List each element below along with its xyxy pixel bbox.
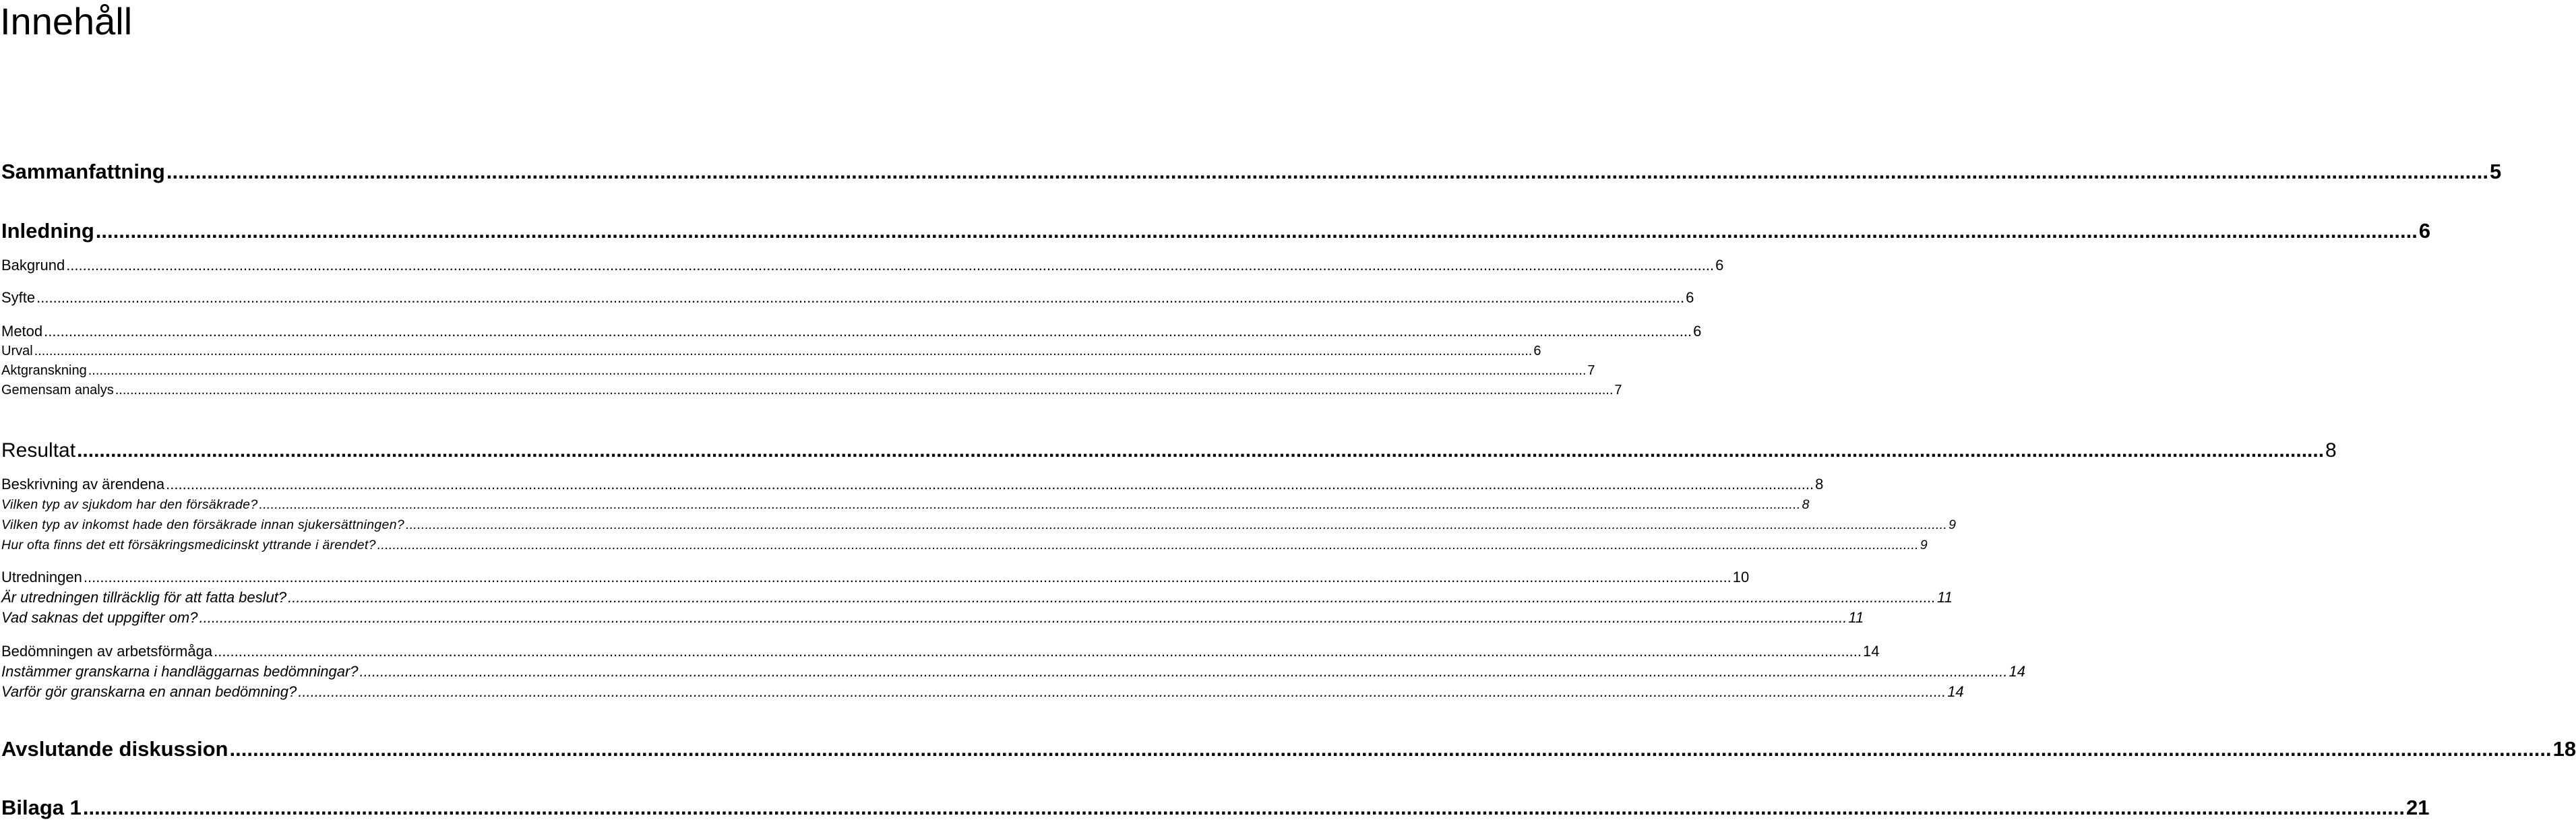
toc-leader: ................................................................................................................................................................................................................................................................................................................................................................................................................	[66, 257, 1715, 274]
toc-page-number: 10	[1732, 569, 1750, 585]
toc-page-number: 9	[1920, 538, 1928, 552]
toc-leader: ................................................................................................................................................................................................................................................................................................................................................................................................................	[288, 589, 1936, 606]
toc-entry-avslutande-diskussion[interactable]	[1, 736, 2576, 762]
toc-entry-hur-ofta-yttrande[interactable]	[1, 536, 1928, 554]
toc-label: Bilaga 1	[1, 796, 82, 819]
toc-entry-sammanfattning[interactable]	[1, 159, 2502, 185]
toc-leader: ................................................................................................................................................................................................................................................................................................................................................................................................................	[44, 323, 1692, 340]
toc-page-number: 8	[1815, 476, 1824, 493]
toc-entry-beskrivning-av-arendena[interactable]	[1, 475, 1824, 494]
toc-page-number: 5	[2489, 160, 2502, 183]
toc-page-number: 8	[1802, 497, 1810, 512]
toc-page-number: 11	[1937, 589, 1953, 606]
toc-page-number: 6	[1686, 289, 1694, 306]
toc-label: Instämmer granskarna i handläggarnas bedömningar?	[1, 663, 359, 680]
toc-page-number: 6	[1715, 257, 1724, 274]
toc-leader: ................................................................................................................................................................................................................................................................................................................................................................................................................	[166, 476, 1814, 493]
toc-label: Bakgrund	[1, 257, 65, 274]
toc-label: Hur ofta finns det ett försäkringsmedicinskt yttrande i ärendet?	[1, 538, 376, 552]
toc-page-number: 6	[1533, 344, 1541, 358]
toc-label: Resultat	[1, 439, 76, 462]
toc-label: Inledning	[1, 219, 94, 243]
page-title: Innehåll	[0, 0, 133, 42]
toc-entry-vilken-typ-av-inkomst[interactable]	[1, 516, 1957, 534]
toc-label: Bedömningen av arbetsförmåga	[1, 643, 213, 660]
toc-entry-varfor-gor-granskarna[interactable]	[1, 683, 1964, 701]
toc-entry-aktgranskning[interactable]	[1, 362, 1595, 379]
toc-leader: ................................................................................................................................................................................................................................................................................................................................................................................................................	[298, 683, 1946, 700]
toc-page-number: 7	[1614, 383, 1622, 398]
toc-page-number: 14	[1863, 643, 1880, 660]
toc-leader: ................................................................................................................................................................................................................................................................................................................................................................................................................	[83, 569, 1731, 585]
toc-label: Urval	[1, 344, 33, 358]
toc-leader: ................................................................................................................................................................................................................................................................................................................................................................................................................	[229, 737, 2552, 761]
toc-entry-utredningen[interactable]	[1, 568, 1750, 587]
toc-entry-instammer-granskarna[interactable]	[1, 662, 2025, 681]
toc-leader: ................................................................................................................................................................................................................................................................................................................................................................................................................	[34, 344, 1533, 358]
toc-leader: ................................................................................................................................................................................................................................................................................................................................................................................................................	[95, 219, 2418, 243]
toc-entry-bilaga-1[interactable]	[1, 795, 2430, 821]
toc-label: Vilken typ av inkomst hade den försäkrade innan sjukersättningen?	[1, 517, 404, 532]
toc-leader: ................................................................................................................................................................................................................................................................................................................................................................................................................	[115, 383, 1614, 398]
toc-leader: ................................................................................................................................................................................................................................................................................................................................................................................................................	[166, 160, 2488, 183]
toc-label: Sammanfattning	[1, 160, 165, 183]
toc-leader: ................................................................................................................................................................................................................................................................................................................................................................................................................	[77, 439, 2325, 462]
toc-page-number: 11	[1848, 609, 1864, 626]
toc-entry-inledning[interactable]	[1, 218, 2431, 244]
toc-page-number: 9	[1949, 517, 1957, 532]
toc-entry-urval[interactable]	[1, 342, 1541, 360]
toc-entry-resultat[interactable]	[1, 438, 2337, 464]
toc-entry-syfte[interactable]	[1, 288, 1694, 307]
toc-label: Aktgranskning	[1, 363, 87, 378]
toc-page-number: 14	[1947, 683, 1964, 700]
toc-label: Gemensam analys	[1, 383, 114, 398]
toc-label: Avslutande diskussion	[1, 737, 228, 761]
toc-page-number: 6	[1693, 323, 1702, 340]
toc-label: Varför gör granskarna en annan bedömning?	[1, 683, 297, 700]
toc-label: Är utredningen tillräcklig för att fatta beslut?	[1, 589, 287, 606]
toc-label: Syfte	[1, 289, 36, 306]
toc-entry-bakgrund[interactable]	[1, 256, 1724, 275]
toc-entry-metod[interactable]	[1, 322, 1702, 341]
toc-page-number: 7	[1587, 363, 1595, 378]
toc-leader: ................................................................................................................................................................................................................................................................................................................................................................................................................	[406, 517, 1948, 532]
toc-page-number: 14	[2008, 663, 2025, 680]
toc-leader: ................................................................................................................................................................................................................................................................................................................................................................................................................	[377, 538, 1919, 552]
toc-leader: ................................................................................................................................................................................................................................................................................................................................................................................................................	[214, 643, 1862, 660]
toc-leader: ................................................................................................................................................................................................................................................................................................................................................................................................................	[82, 796, 2405, 819]
toc-label: Metod	[1, 323, 43, 340]
toc-page-number: 6	[2418, 219, 2431, 243]
toc-entry-vad-saknas[interactable]	[1, 608, 1864, 627]
toc-page-number: 21	[2406, 796, 2430, 819]
toc-leader: ................................................................................................................................................................................................................................................................................................................................................................................................................	[36, 289, 1685, 306]
toc-label: Utredningen	[1, 569, 82, 585]
toc-entry-vilken-typ-av-sjukdom[interactable]	[1, 496, 1810, 513]
toc-entry-bedomningen-av-arbetsformaga[interactable]	[1, 642, 1880, 661]
toc-leader: ................................................................................................................................................................................................................................................................................................................................................................................................................	[199, 609, 1847, 626]
toc-label: Vad saknas det uppgifter om?	[1, 609, 198, 626]
toc-label: Vilken typ av sjukdom har den försäkrade?	[1, 497, 258, 512]
toc-label: Beskrivning av ärendena	[1, 476, 165, 493]
toc-entry-gemensam-analys[interactable]	[1, 381, 1622, 399]
toc-leader: ................................................................................................................................................................................................................................................................................................................................................................................................................	[359, 663, 2008, 680]
toc-leader: ................................................................................................................................................................................................................................................................................................................................................................................................................	[88, 363, 1587, 378]
toc-page-number: 8	[2325, 439, 2337, 462]
toc-entry-ar-utredningen-tillracklig[interactable]	[1, 588, 1953, 607]
toc-page-number: 18	[2552, 737, 2576, 761]
toc-leader: ................................................................................................................................................................................................................................................................................................................................................................................................................	[259, 497, 1801, 512]
